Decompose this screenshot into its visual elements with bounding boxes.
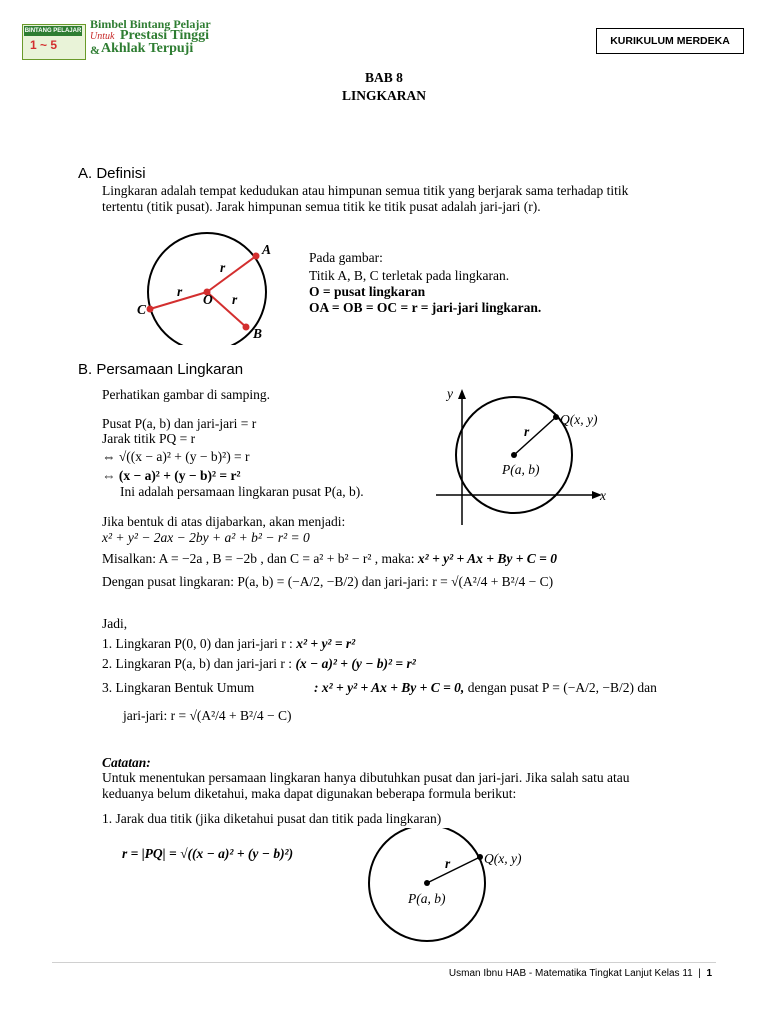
section-b-heading: B. Persamaan Lingkaran — [78, 361, 244, 378]
p-label: P(a, b) — [502, 462, 540, 477]
chapter-title: LINGKARAN — [341, 88, 426, 103]
label-o: O — [203, 292, 213, 307]
section-b-l3: Jarak titik PQ = r — [102, 431, 196, 446]
point-q — [553, 414, 559, 420]
center-point — [511, 452, 517, 458]
section-b-l9b: x² + y² + Ax + By + C = 0 — [417, 551, 557, 566]
summary-3a: 3. Lingkaran Bentuk Umum — [102, 680, 255, 695]
p-label-2: P(a, b) — [408, 891, 446, 906]
footer — [449, 966, 712, 982]
summary-1 — [102, 636, 355, 652]
summary-3 — [102, 680, 254, 696]
catatan-p2: keduanya belum diketahui, maka dapat digunakan beberapa formula berikut: — [102, 786, 517, 801]
x-axis-label: x — [600, 488, 606, 503]
point-a — [253, 253, 260, 260]
label-b: B — [253, 326, 263, 341]
y-axis-label: y — [447, 386, 453, 401]
logo-title: Bimbel Bintang Pelajar — [90, 17, 211, 31]
section-b-l2: Pusat P(a, b) dan jari-jari = r — [102, 416, 257, 431]
label-r-ob: r — [232, 292, 238, 307]
point-c — [147, 306, 154, 313]
q-label: Q(x, y) — [560, 412, 598, 427]
page-number: 1 — [706, 968, 712, 979]
summary-3c: dengan pusat P = (−A/2, −B/2) dan — [464, 680, 657, 695]
q-label-2: Q(x, y) — [484, 851, 522, 866]
label-c: C — [137, 302, 147, 317]
radius-oa — [207, 256, 256, 292]
figure-note-3: O = pusat lingkaran — [309, 284, 426, 299]
summary-2a: 2. Lingkaran P(a, b) dan jari-jari r : — [102, 656, 296, 671]
logo-untuk: Untuk — [90, 31, 115, 42]
chapter-number: BAB 8 — [365, 70, 403, 85]
y-axis-arrow — [458, 389, 466, 399]
footer-separator: | — [695, 968, 704, 979]
logo-amp: & — [90, 43, 100, 57]
summary-2 — [102, 656, 416, 672]
radius-pq — [514, 417, 556, 455]
section-b-l1: Perhatikan gambar di samping. — [102, 387, 270, 402]
logo-badge: BINTANG PELAJAR — [24, 28, 82, 34]
catatan-p1: Untuk menentukan persamaan lingkaran hanya dibutuhkan pusat dan jari-jari. Jika salah satu atau — [102, 770, 630, 785]
logo-line3: Akhlak Terpuji — [101, 41, 194, 56]
distance-formula: r = |PQ| = √((x − a)² + (y − b)²) — [122, 846, 294, 861]
section-b-l7: Jika bentuk di atas dijabarkan, akan menjadi: — [102, 514, 346, 529]
footer-text: Usman Ibnu HAB - Matematika Tingkat Lanjut Kelas 11 — [448, 968, 693, 979]
footer-divider — [52, 962, 716, 963]
summary-3-eq — [314, 680, 657, 696]
section-b-l6: Ini adalah persamaan lingkaran pusat P(a, b). — [120, 484, 364, 499]
summary-1b: x² + y² = r² — [296, 636, 356, 651]
catatan-item1: 1. Jarak dua titik (jika diketahui pusat dan titik pada lingkaran) — [102, 811, 442, 826]
section-b-l9a: Misalkan: A = −2a , B = −2b , dan C = a² + b² − r² , maka: — [102, 551, 418, 566]
radius-pq — [427, 857, 480, 883]
logo-line2: Prestasi Tinggi — [120, 28, 210, 43]
figure-note-1: Pada gambar: — [309, 250, 383, 265]
point-q — [477, 854, 483, 860]
label-r-oc: r — [177, 284, 183, 299]
summary-3d: jari-jari: r = √(A²/4 + B²/4 − C) — [123, 708, 292, 723]
section-b-l9 — [102, 551, 557, 567]
section-a-heading: A. Definisi — [78, 165, 146, 182]
section-b-l8: x² + y² − 2ax − 2by + a² + b² − r² = 0 — [102, 530, 310, 545]
catatan-title: Catatan: — [102, 755, 151, 770]
point-b — [243, 324, 250, 331]
logo-rank: 1 ~ 5 — [30, 38, 58, 52]
section-a-p2: tertentu (titik pusat). Jarak himpunan semua titik ke titik pusat adalah jari-jari (r). — [102, 199, 541, 214]
section-b-l4: ⇔ √((x − a)² + (y − b)²) = r — [102, 449, 250, 464]
center-point — [424, 880, 430, 886]
section-b-l10: Dengan pusat lingkaran: P(a, b) = (−A/2, −B/2) dan jari-jari: r = √(A²/4 + B²/4 − C) — [102, 574, 554, 589]
label-a: A — [262, 242, 272, 257]
r-label-2: r — [445, 856, 451, 871]
jadi-label: Jadi, — [102, 616, 128, 631]
summary-2b: (x − a)² + (y − b)² = r² — [295, 656, 416, 671]
section-b-l5: ⇔ (x − a)² + (y − b)² = r² — [102, 468, 241, 483]
figure-note-4: OA = OB = OC = r = jari-jari lingkaran. — [309, 300, 542, 315]
r-label: r — [524, 424, 530, 439]
coordinate-circle-figure — [430, 385, 610, 530]
curriculum-badge: KURIKULUM MERDEKA — [596, 28, 744, 54]
summary-1a: 1. Lingkaran P(0, 0) dan jari-jari r : — [102, 636, 297, 651]
section-a-p1: Lingkaran adalah tempat kedudukan atau himpunan semua titik yang berjarak sama terhadap titik — [102, 183, 629, 198]
figure-note-2: Titik A, B, C terletak pada lingkaran. — [309, 268, 510, 283]
label-r-oa: r — [220, 260, 226, 275]
summary-3b: : x² + y² + Ax + By + C = 0, — [314, 680, 465, 695]
